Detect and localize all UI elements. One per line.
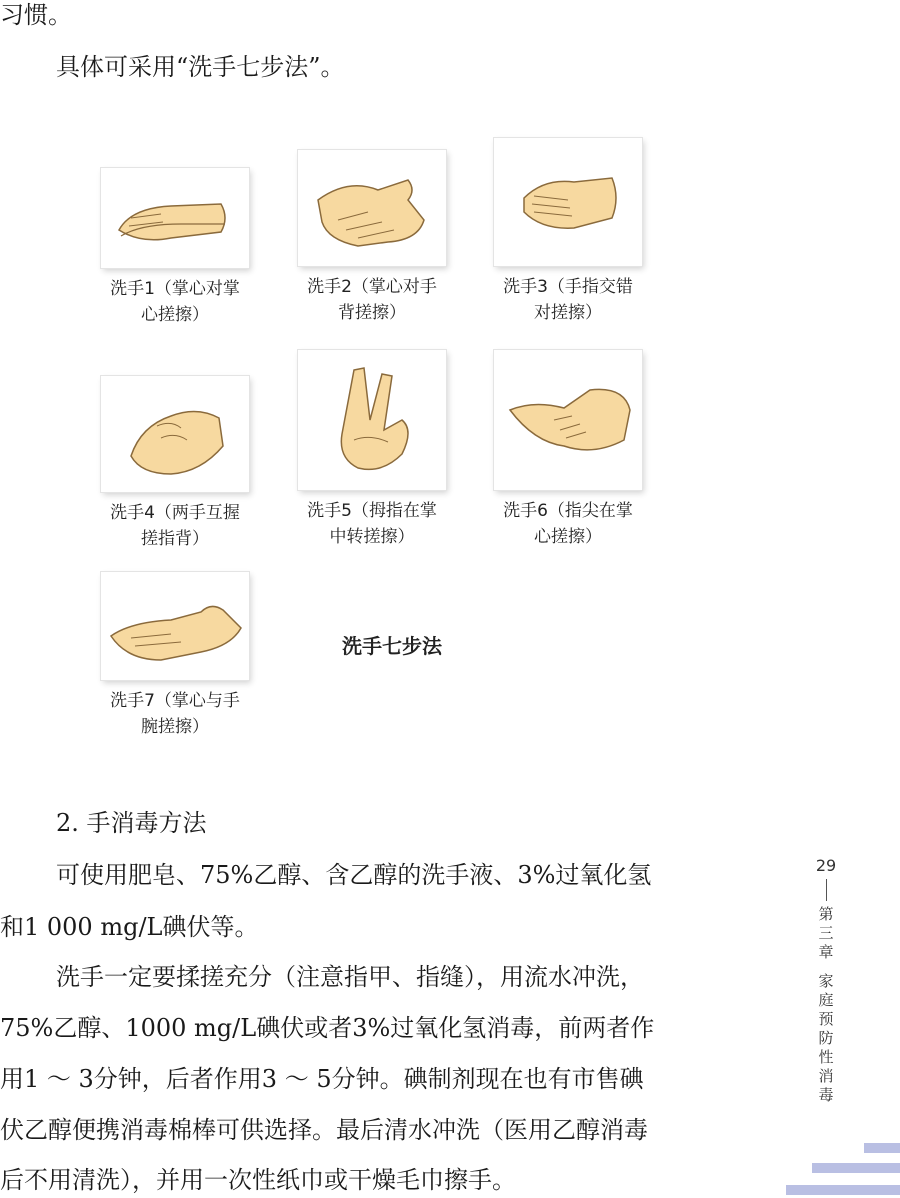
step-1 [95,168,255,328]
step-7-caption-line2: 腕搓擦） [141,717,209,737]
paragraph-1-line-1: 可使用肥皂、75%乙醇、含乙醇的洗手液、3%过氧化氢 [56,861,652,889]
decor-bar [786,1185,900,1195]
decor-bar [812,1163,900,1173]
step-2-caption-line2: 背搓擦） [338,303,406,323]
step-4 [95,376,255,552]
step-2-caption [292,274,452,326]
step-7 [95,572,255,740]
title-char: 消 [818,1067,834,1085]
step-3-caption [488,274,648,326]
title-char: 防 [818,1029,834,1047]
hands-palm-to-palm-icon [101,168,249,268]
paragraph-2-line-3: 用1 ～ 3分钟，后者作用3 ～ 5分钟。碘制剂现在也有市售碘 [0,1065,644,1093]
step-5-caption [292,498,452,550]
step-1-image [101,168,249,268]
step-2-image [298,150,446,266]
step-6-caption-line2: 心搓擦） [534,527,602,547]
sidebar-divider [826,879,827,901]
title-char: 预 [818,1010,834,1028]
step-3-caption-line2: 对搓擦） [534,303,602,323]
decor-bar [864,1143,900,1153]
chapter-char: 三 [818,924,834,942]
palm-and-wrist-icon [101,572,249,680]
chapter-sidebar [812,856,840,1105]
intro-seven-step: 具体可采用“洗手七步法”。 [56,53,345,81]
paragraph-2-line-5: 后不用清洗），并用一次性纸巾或干燥毛巾擦手。 [0,1166,516,1194]
hands-gripping-knuckles-icon [101,376,249,492]
step-1-caption-line2: 心搓擦） [141,305,209,325]
chapter-char: 章 [818,943,834,961]
hands-palm-over-back-icon [298,150,446,266]
step-4-caption [95,500,255,552]
title-char: 性 [818,1048,834,1066]
paragraph-2-line-2: 75%乙醇、1000 mg/L碘伏或者3%过氧化氢消毒，前两者作 [0,1014,655,1042]
thumb-rotation-icon [298,350,446,490]
paragraph-2-line-1: 洗手一定要揉搓充分（注意指甲、指缝），用流水冲洗， [56,963,644,991]
hands-interlaced-fingers-icon [494,138,642,266]
step-2 [292,150,452,326]
step-1-caption-line1: 洗手1（掌心对掌 [110,279,240,299]
step-7-caption-line1: 洗手7（掌心与手 [110,691,240,711]
page-number: 29 [815,856,837,875]
title-char: 家 [818,972,834,990]
figure-title: 洗手七步法 [342,634,442,658]
step-5-caption-line1: 洗手5（拇指在掌 [307,501,437,521]
step-3-caption-line1: 洗手3（手指交错 [503,277,633,297]
title-char: 毒 [818,1086,834,1104]
fingertips-in-palm-icon [494,350,642,490]
paragraph-2-line-4: 伏乙醇便携消毒棉棒可供选择。最后清水冲洗（医用乙醇消毒 [0,1116,648,1144]
section-heading: 2. 手消毒方法 [56,809,207,837]
chapter-char: 第 [818,905,834,923]
step-4-caption-line2: 搓指背） [141,529,209,549]
step-4-caption-line1: 洗手4（两手互握 [110,503,240,523]
step-6-caption [488,498,648,550]
step-1-caption [95,276,255,328]
step-5 [292,350,452,550]
title-char: 庭 [818,991,834,1009]
step-7-image [101,572,249,680]
step-7-caption [95,688,255,740]
step-6-image [494,350,642,490]
step-4-image [101,376,249,492]
step-2-caption-line1: 洗手2（掌心对手 [307,277,437,297]
step-6-caption-line1: 洗手6（指尖在掌 [503,501,633,521]
step-3-image [494,138,642,266]
text-line-continuation: 习惯。 [0,1,72,29]
paragraph-1-line-2: 和1 000 mg/L碘伏等。 [0,913,259,941]
step-5-image [298,350,446,490]
step-6 [488,350,648,550]
step-3 [488,138,648,326]
step-5-caption-line2: 中转搓擦） [329,527,415,547]
